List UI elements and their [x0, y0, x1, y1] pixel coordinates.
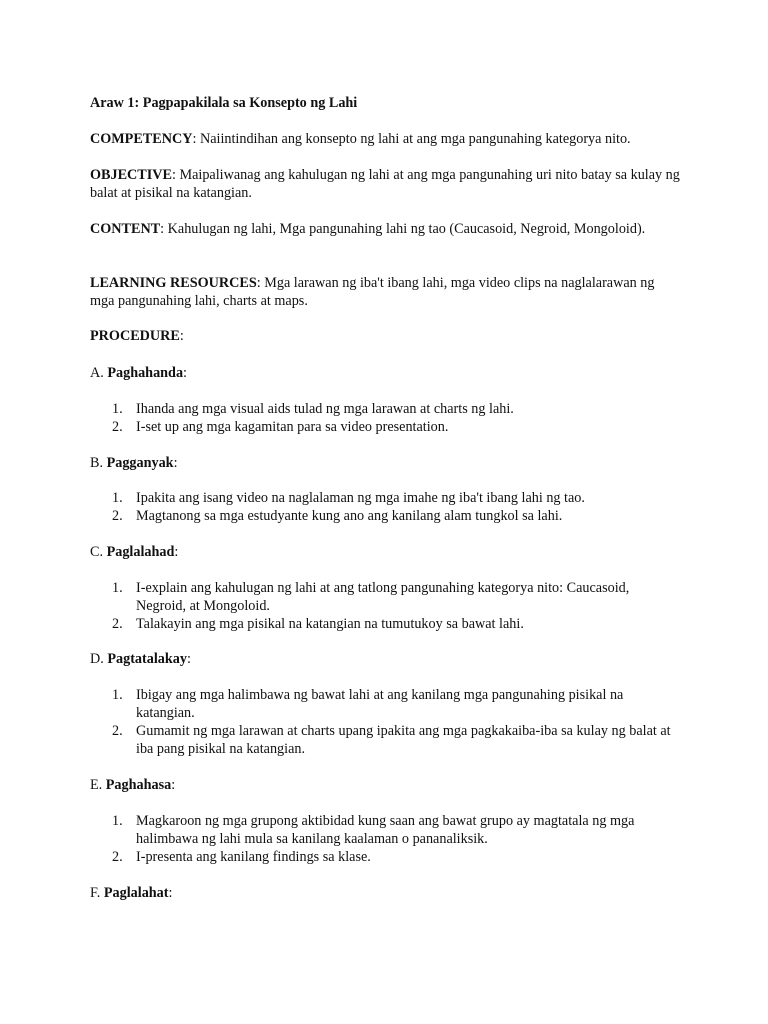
competency-text: : Naiintindihan ang konsepto ng lahi at ang mga pangunahing kategorya nito.	[192, 131, 631, 147]
section-suffix: :	[171, 777, 176, 793]
list-number: 2.	[112, 419, 123, 435]
list-item-text: I-explain ang kahulugan ng lahi at ang tatlong pangunahing kategorya nito: Caucasoid, Negroid, at Mongoloid.	[136, 580, 630, 614]
list-item	[112, 812, 676, 848]
section-label: Paglalahad	[106, 544, 175, 560]
section-heading-e	[90, 776, 680, 794]
list-number: 1.	[112, 580, 123, 596]
list-item	[112, 686, 676, 722]
list-item-text: I-set up ang mga kagamitan para sa video presentation.	[136, 419, 449, 435]
list-number: 1.	[112, 687, 123, 703]
list-item-text: Magtanong sa mga estudyante kung ano ang kanilang alam tungkol sa lahi.	[136, 508, 563, 524]
list-item	[112, 579, 676, 615]
section-heading-f	[90, 884, 680, 902]
section-prefix: D.	[90, 651, 108, 667]
section-label: Paghahasa	[105, 777, 172, 793]
section-heading-a	[90, 364, 680, 382]
list-number: 1.	[112, 401, 123, 417]
competency-label: COMPETENCY	[90, 131, 193, 147]
section-list-d	[112, 686, 676, 758]
section-suffix: :	[173, 455, 178, 471]
list-number: 2.	[112, 616, 123, 632]
list-item-text: Talakayin ang mga pisikal na katangian na tumutukoy sa bawat lahi.	[136, 616, 524, 632]
section-prefix: A.	[90, 365, 108, 381]
list-number: 2.	[112, 849, 123, 865]
objective-text: : Maipaliwanag ang kahulugan ng lahi at ang mga pangunahing uri nito batay sa kulay ng balat at pisikal na katangian.	[90, 167, 680, 201]
section-prefix: F.	[90, 885, 104, 901]
resources-text: : Mga larawan ng iba't ibang lahi, mga video clips na naglalarawan ng mga pangunahing lahi, charts at maps.	[90, 275, 655, 309]
section-heading-d	[90, 650, 680, 668]
list-item	[112, 489, 676, 507]
list-item-text: Gumamit ng mga larawan at charts upang ipakita ang mga pagkakaiba-iba sa kulay ng balat at iba pang pisikal na katangian.	[136, 723, 671, 757]
objective-label: OBJECTIVE	[90, 167, 172, 183]
competency-paragraph	[90, 130, 680, 148]
objective-paragraph	[90, 166, 680, 202]
section-suffix: :	[168, 885, 173, 901]
list-item-text: Magkaroon ng mga grupong aktibidad kung saan ang bawat grupo ay magtatala ng mga halimbawa ng lahi mula sa kanilang kaalaman o pananaliksik.	[136, 813, 635, 847]
content-text: : Kahulugan ng lahi, Mga pangunahing lahi ng tao (Caucasoid, Negroid, Mongoloid).	[160, 221, 646, 237]
list-item	[112, 400, 676, 418]
section-list-a	[112, 400, 676, 436]
list-item	[112, 848, 676, 866]
resources-paragraph	[90, 274, 680, 310]
section-prefix: B.	[90, 455, 107, 471]
list-item	[112, 722, 676, 758]
section-label: Pagtatalakay	[107, 651, 187, 667]
section-list-b	[112, 489, 676, 525]
list-item-text: Ihanda ang mga visual aids tulad ng mga larawan at charts ng lahi.	[136, 401, 514, 417]
section-prefix: C.	[90, 544, 107, 560]
content-label: CONTENT	[90, 221, 161, 237]
section-heading-c	[90, 543, 680, 561]
procedure-colon: :	[179, 328, 184, 344]
section-prefix: E.	[90, 777, 106, 793]
section-suffix: :	[183, 365, 187, 381]
section-list-e	[112, 812, 676, 866]
list-item-text: Ibigay ang mga halimbawa ng bawat lahi at ang kanilang mga pangunahing pisikal na katangian.	[136, 687, 624, 721]
section-list-c	[112, 579, 676, 633]
list-number: 1.	[112, 490, 123, 506]
list-item	[112, 507, 676, 525]
list-number: 2.	[112, 508, 123, 524]
procedure-label: PROCEDURE	[90, 328, 180, 344]
list-number: 2.	[112, 723, 123, 739]
section-label: Pagganyak	[106, 455, 174, 471]
content-paragraph	[90, 220, 680, 238]
document-title: Araw 1: Pagpapakilala sa Konsepto ng Lahi	[90, 95, 358, 111]
section-label: Paghahanda	[107, 365, 184, 381]
section-label: Paglalahat	[103, 885, 169, 901]
section-suffix: :	[174, 544, 179, 560]
section-heading-b	[90, 454, 680, 472]
list-item	[112, 418, 676, 436]
list-item-text: I-presenta ang kanilang findings sa klase.	[136, 849, 371, 865]
section-suffix: :	[186, 651, 191, 667]
list-number: 1.	[112, 813, 123, 829]
list-item-text: Ipakita ang isang video na naglalaman ng mga imahe ng iba't ibang lahi ng tao.	[136, 490, 585, 506]
list-item	[112, 615, 676, 633]
procedure-heading	[90, 327, 680, 345]
resources-label: LEARNING RESOURCES	[90, 275, 257, 291]
